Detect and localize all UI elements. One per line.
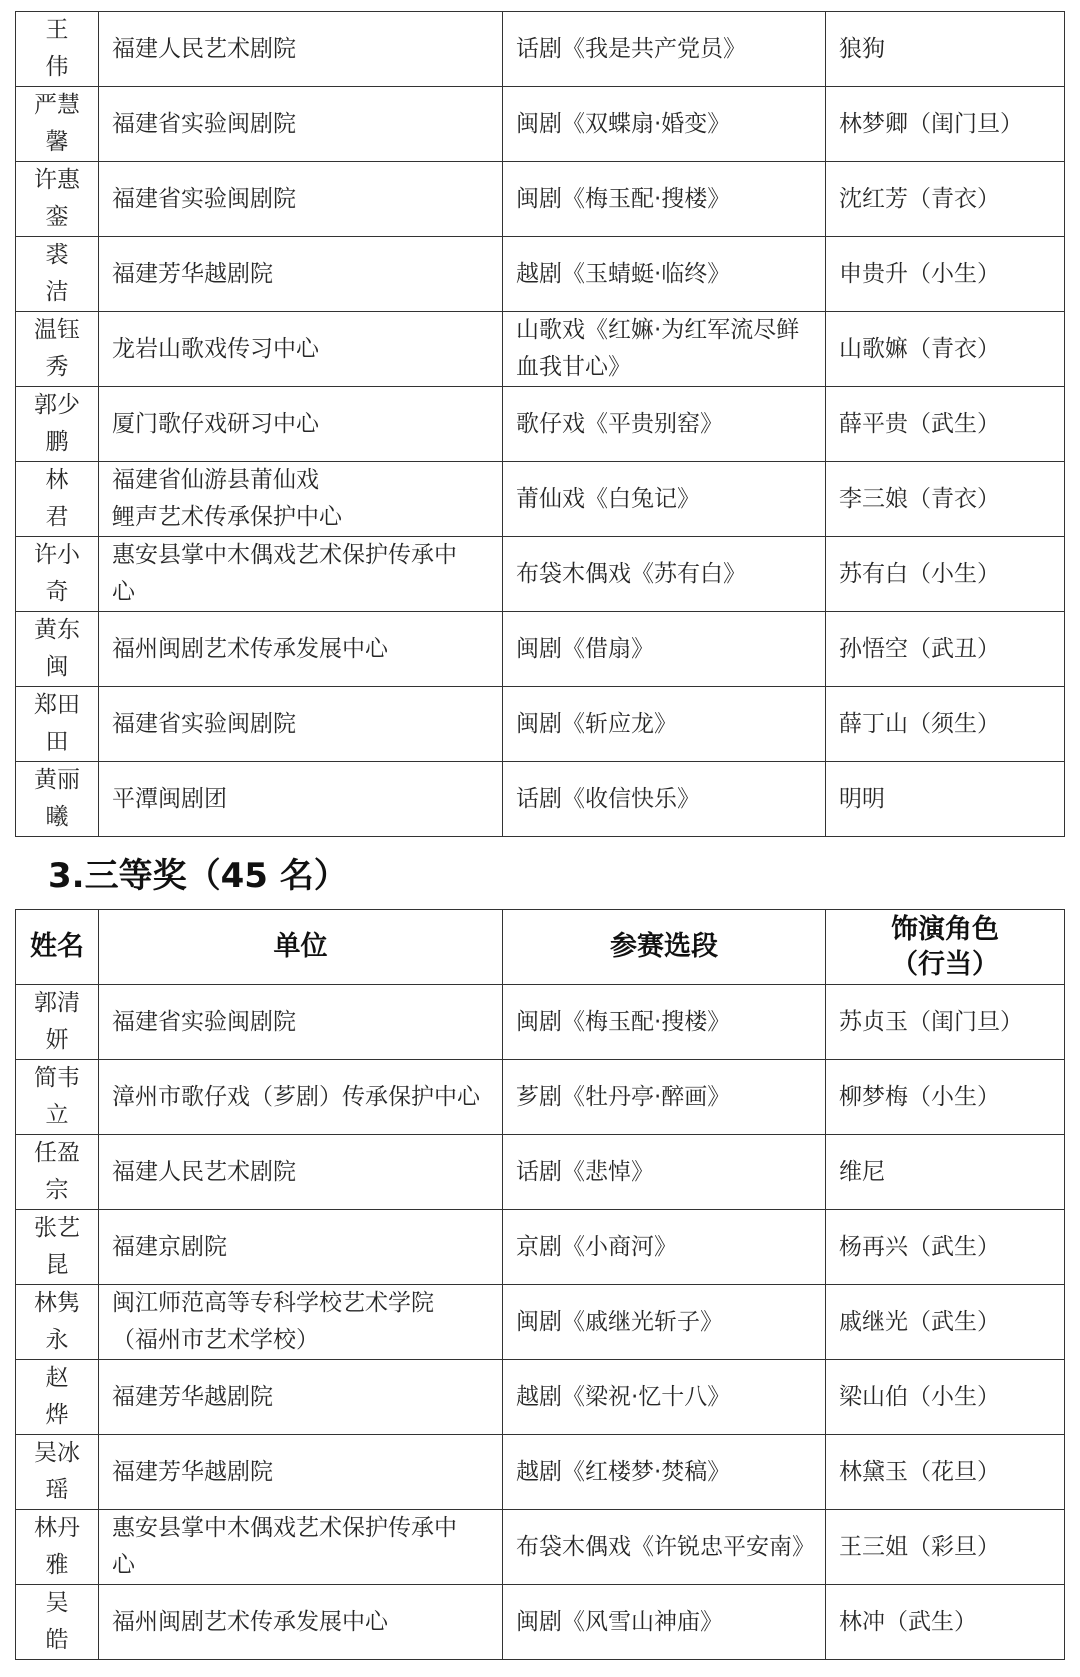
cell-name: 林丹 雅: [16, 1510, 99, 1585]
header-cell-name: 姓名: [16, 910, 99, 985]
header-row: [16, 910, 1065, 985]
cell-excerpt: 布袋木偶戏《苏有白》: [503, 537, 826, 612]
cell-unit: 福州闽剧艺术传承发展中心: [99, 1585, 503, 1660]
cell-excerpt: 越剧《玉蜻蜓·临终》: [503, 237, 826, 312]
cell-role: 林梦卿（闺门旦）: [826, 87, 1065, 162]
cell-role: 柳梦梅（小生）: [826, 1060, 1065, 1135]
cell-unit: 惠安县掌中木偶戏艺术保护传承中 心: [99, 1510, 503, 1585]
table-row: [16, 687, 1065, 762]
cell-role: 杨再兴（武生）: [826, 1210, 1065, 1285]
section-heading: 3.三等奖（45 名）: [48, 856, 348, 896]
second-prize-table-continued: [15, 11, 1065, 837]
cell-role: 山歌嫲（青衣）: [826, 312, 1065, 387]
cell-excerpt: 芗剧《牡丹亭·醉画》: [503, 1060, 826, 1135]
cell-name: 郑田 田: [16, 687, 99, 762]
cell-unit: 龙岩山歌戏传习中心: [99, 312, 503, 387]
cell-excerpt: 话剧《我是共产党员》: [503, 12, 826, 87]
table-row: [16, 1360, 1065, 1435]
cell-excerpt: 山歌戏《红嫲·为红军流尽鲜 血我甘心》: [503, 312, 826, 387]
cell-unit: 福建省仙游县莆仙戏 鲤声艺术传承保护中心: [99, 462, 503, 537]
cell-name: 吴 皓: [16, 1585, 99, 1660]
header-cell-excerpt: 参赛选段: [503, 910, 826, 985]
table-row: [16, 537, 1065, 612]
cell-role: 梁山伯（小生）: [826, 1360, 1065, 1435]
cell-excerpt: 闽剧《斩应龙》: [503, 687, 826, 762]
cell-name: 王 伟: [16, 12, 99, 87]
cell-name: 张艺 昆: [16, 1210, 99, 1285]
cell-unit: 福建省实验闽剧院: [99, 985, 503, 1060]
cell-excerpt: 京剧《小商河》: [503, 1210, 826, 1285]
cell-role: 李三娘（青衣）: [826, 462, 1065, 537]
cell-role: 狼狗: [826, 12, 1065, 87]
table-row: [16, 612, 1065, 687]
table-row: [16, 1210, 1065, 1285]
cell-role: 薛平贵（武生）: [826, 387, 1065, 462]
cell-name: 裘 洁: [16, 237, 99, 312]
cell-role: 王三姐（彩旦）: [826, 1510, 1065, 1585]
table-row: [16, 1060, 1065, 1135]
cell-name: 许小 奇: [16, 537, 99, 612]
cell-excerpt: 闽剧《戚继光斩子》: [503, 1285, 826, 1360]
cell-unit: 福建省实验闽剧院: [99, 162, 503, 237]
header-cell-unit: 单位: [99, 910, 503, 985]
cell-unit: 福州闽剧艺术传承发展中心: [99, 612, 503, 687]
table-row: [16, 162, 1065, 237]
cell-name: 黄东 闽: [16, 612, 99, 687]
cell-unit: 福建芳华越剧院: [99, 237, 503, 312]
cell-excerpt: 闽剧《借扇》: [503, 612, 826, 687]
cell-excerpt: 闽剧《梅玉配·搜楼》: [503, 162, 826, 237]
cell-unit: 福建人民艺术剧院: [99, 1135, 503, 1210]
cell-name: 赵 烨: [16, 1360, 99, 1435]
cell-unit: 福建芳华越剧院: [99, 1360, 503, 1435]
cell-name: 温钰 秀: [16, 312, 99, 387]
table-row: [16, 1435, 1065, 1510]
table-row: [16, 1135, 1065, 1210]
cell-unit: 漳州市歌仔戏（芗剧）传承保护中心: [99, 1060, 503, 1135]
cell-role: 明明: [826, 762, 1065, 837]
cell-excerpt: 闽剧《双蝶扇·婚变》: [503, 87, 826, 162]
table-header: [16, 910, 1065, 985]
cell-unit: 福建京剧院: [99, 1210, 503, 1285]
cell-role: 孙悟空（武丑）: [826, 612, 1065, 687]
cell-name: 林隽 永: [16, 1285, 99, 1360]
cell-role: 申贵升（小生）: [826, 237, 1065, 312]
cell-name: 郭少 鹏: [16, 387, 99, 462]
table-row: [16, 1585, 1065, 1660]
cell-name: 郭清 妍: [16, 985, 99, 1060]
cell-excerpt: 莆仙戏《白兔记》: [503, 462, 826, 537]
cell-excerpt: 越剧《红楼梦·焚稿》: [503, 1435, 826, 1510]
table-row: [16, 87, 1065, 162]
cell-role: 沈红芳（青衣）: [826, 162, 1065, 237]
cell-excerpt: 闽剧《风雪山神庙》: [503, 1585, 826, 1660]
cell-role: 林黛玉（花旦）: [826, 1435, 1065, 1510]
table-row: [16, 387, 1065, 462]
cell-unit: 福建省实验闽剧院: [99, 687, 503, 762]
table-row: [16, 1285, 1065, 1360]
cell-role: 薛丁山（须生）: [826, 687, 1065, 762]
table-row: [16, 762, 1065, 837]
cell-name: 严慧 馨: [16, 87, 99, 162]
table-row: [16, 237, 1065, 312]
table-row: [16, 312, 1065, 387]
cell-excerpt: 歌仔戏《平贵别窑》: [503, 387, 826, 462]
cell-unit: 厦门歌仔戏研习中心: [99, 387, 503, 462]
cell-excerpt: 越剧《梁祝·忆十八》: [503, 1360, 826, 1435]
table-row: [16, 985, 1065, 1060]
cell-excerpt: 闽剧《梅玉配·搜楼》: [503, 985, 826, 1060]
cell-name: 吴冰 瑶: [16, 1435, 99, 1510]
cell-name: 林 君: [16, 462, 99, 537]
cell-excerpt: 布袋木偶戏《许锐忠平安南》: [503, 1510, 826, 1585]
third-prize-table: [15, 909, 1065, 1660]
cell-name: 简韦 立: [16, 1060, 99, 1135]
cell-unit: 福建芳华越剧院: [99, 1435, 503, 1510]
cell-excerpt: 话剧《收信快乐》: [503, 762, 826, 837]
cell-unit: 福建人民艺术剧院: [99, 12, 503, 87]
cell-name: 任盈 宗: [16, 1135, 99, 1210]
cell-role: 苏贞玉（闺门旦）: [826, 985, 1065, 1060]
cell-excerpt: 话剧《悲悼》: [503, 1135, 826, 1210]
cell-role: 维尼: [826, 1135, 1065, 1210]
header-cell-role: 饰演角色 （行当）: [826, 910, 1065, 985]
cell-unit: 福建省实验闽剧院: [99, 87, 503, 162]
table-body: [16, 12, 1065, 837]
table-body: [16, 985, 1065, 1660]
cell-role: 戚继光（武生）: [826, 1285, 1065, 1360]
cell-unit: 惠安县掌中木偶戏艺术保护传承中 心: [99, 537, 503, 612]
cell-unit: 闽江师范高等专科学校艺术学院 （福州市艺术学校）: [99, 1285, 503, 1360]
table-row: [16, 12, 1065, 87]
cell-role: 林冲（武生）: [826, 1585, 1065, 1660]
table-row: [16, 462, 1065, 537]
table-row: [16, 1510, 1065, 1585]
cell-unit: 平潭闽剧团: [99, 762, 503, 837]
cell-role: 苏有白（小生）: [826, 537, 1065, 612]
cell-name: 黄丽 曦: [16, 762, 99, 837]
cell-name: 许惠 銮: [16, 162, 99, 237]
